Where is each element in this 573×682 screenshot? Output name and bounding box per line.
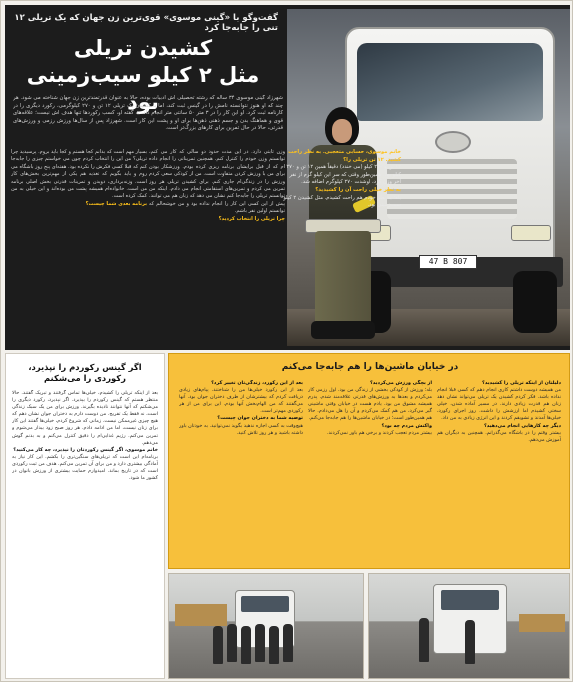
sidebar-heading: اگر گینس رکوردم را نپذیرد، رکوردی را می‌شکنم (28, 362, 142, 383)
hero-column-right (149, 149, 285, 345)
highlight-question-2: دیگر چه کارهایی انجام می‌دهید؟ (483, 422, 561, 429)
highlight-question-1: دلیلتان از اینکه تریلی را کشیدید؟ (482, 380, 561, 386)
highlight-question-3: از بچگی ورزش می‌کردید؟ (369, 380, 432, 386)
photo-person-5 (269, 626, 279, 664)
highlight-heading: در خیابان ماشین‌ها را هم جابه‌جا می‌کنم (281, 362, 459, 372)
lede-paragraph: شهرزاد گینی موسوی ۳۴ ساله که رشته تحصیلی اش ادبیات بوده، حالا به عنوان قدرتمندترین زن جهان شناخته می شود. هر چند که او هنوز نتوانسته نامش را در گینس ثبت کند، اما با کشیدن یک تریلی ۱۲ تن و ۲۷۰ کیلوگرمی، رکورد دیگری را در کارنامه ثبت کرد. او این کار را در ۳ متر ۵۰ سانتی متر انجام داد. به گفته او، کسب رکوردها تنها هدف اش نیست؛ علاقه‌های قوی و هماهنگ بدن و جسم ذهنی ذهن‌ها برای او و پشت این کار است. شهرزاد پس از سال‌ها ورزش رزمی و ورزش‌های قدرتی، حالا در حال تمرین برای کارهای بزرگ‌تر است. (13, 95, 283, 132)
truck-logo (435, 131, 471, 153)
athlete-face (332, 119, 352, 143)
photo-truck-windshield (441, 590, 499, 610)
photo-group-with-truck (168, 573, 364, 679)
highlight-answer-4: بیشتر مردم تعجب کردند و برخی هم باور نمی‌کردند. (326, 429, 432, 436)
hero-column-left (11, 149, 147, 345)
photo-person-6 (283, 624, 293, 662)
highlight-question-4: واکنش مردم چه بود؟ (381, 422, 432, 429)
caption-answer-1: ۱۲ تن و ۲۷۰ کیلو (می خندد) دقیقاً همین ۱۲ تن و ۲۷۰ کیلو بود. همین‌طور وقتی که سر این کیلو گرم از نفر آخر وزن کرد، اوشدت ۲۷۰ کیلوگرم اضافه شد. (286, 164, 401, 186)
photo-truck-windshield (241, 596, 289, 612)
photo-person-4 (255, 624, 265, 662)
caption-answer-2: بله؛ به نظر خودم هم راحت کشیدم. مثل کشیدن ۲ کیلو سیب‌زمینی بود. (283, 194, 401, 209)
highlight-answer-2: بیشتر وقتم را در باشگاه می‌گذرانم. همچنین به دیگران هم آموزش می‌دهم. (437, 429, 561, 443)
sidebar-paragraph-1: بعد از اینکه تریلی را کشیدم، خیلی‌ها تماس گرفتند و تبریک گفتند. حالا منتظر هستم که گینس رکوردم را بپذیرد. اگر نپذیرد، رکورد دیگری را می‌شکنم که آنها نتوانند نادیده بگیرند. ورزش برای من یک سبک زندگی است، نه فقط یک تفریح. من دوست دارم به دختران جوان نشان دهم که هیچ چیزی غیرممکن نیست. زمانی که شروع کردم، خیلی‌ها گفتند این کار برای زنان نیست، اما من ادامه دادم. هر روز صبح زود بیدار می‌شوم و تمرین می‌کنم. رژیم غذایی‌ام را دقیق کنترل می‌کنم و به بدنم گوش می‌دهم. (12, 390, 158, 446)
hero-question-1: چرا تریلی را انتخاب کردید؟ (218, 215, 285, 222)
athlete-legs (315, 231, 371, 327)
highlight-column-1 (437, 380, 561, 564)
sidebar-body (12, 390, 158, 680)
highlight-column-2 (308, 380, 432, 564)
photo-caption-qa (283, 149, 401, 210)
photo-person-1 (419, 618, 429, 662)
headline-line-2: مثل ۲ کیلو سیب‌زمینی بود (26, 63, 260, 114)
hero-question-2: برنامه بعدی شما چیست؟ (85, 200, 147, 207)
headline-line-1: کشیدن تریلی (73, 36, 213, 60)
photo-person-2 (227, 624, 237, 662)
highlight-answer-3: بله؛ ورزش از کودکی بخشی از زندگی من بود. اول رزمی کار می‌کردم و بعدها به ورزش‌های قدرتی علاقه‌مند شدم. پدرم همیشه مشوق من بود. یادم هست در خیابان وقتی ماشینی گیر می‌کرد، من هم کمک می‌کردم و آن را هل می‌دادم. حالا هم همین‌طور است؛ در خیابان ماشین‌ها را هم جابه‌جا می‌کنم. (308, 387, 432, 422)
hero-section (5, 5, 570, 350)
sidebar-column (5, 353, 165, 679)
caption-question-2: به نظر خیلی راحت آن را کشیدید؟ (315, 186, 401, 193)
caption-question-1: خانم موسوی، حسابی متعجبی. به نظر راحت کشید. ۱۲ تن تریلی را؟ (288, 149, 401, 163)
highlight-question-6: توصیه شما به دختران جوان چیست؟ (217, 415, 303, 422)
highlight-answer-6: هیچ‌وقت به کسی اجازه ندهید بگوید نمی‌توانید. به خودتان باور داشته باشید و هر روز تلاش کنید. (179, 422, 303, 436)
highlight-answer-1: من همیشه دوست داشتم کاری انجام دهم که کسی قبلا انجام نداده باشد. فکر کردم کشیدن یک تریلی می‌تواند نشان دهد زنان هم قدرت زیادی دارند. در مسیر آماده شدن، خیلی سختی کشیدم اما ارزشش را داشت. روز اجرای رکورد، خیلی‌ها آمدند و تشویقم کردند و این انرژی زیادی به من داد. (437, 387, 561, 422)
sidebar-paragraph-2: برنامه‌ام این است که تریلی‌های سنگین‌تری را بکشم. این کار نیاز به آمادگی بیشتری دارد و من برای آن تمرین می‌کنم. هدف من ثبت رکوردی است که در تاریخ بماند. امیدوارم حمایت بیشتری از ورزش بانوان در کشور ما شود. (12, 453, 158, 482)
photo-building (175, 604, 227, 626)
photo-person-1 (213, 626, 223, 664)
hero-column-right-text: وزن ثابتی دارد. در این مدت حدود دو سالی که کار می کنم، توانستم وزن خودم را کنترل کنم. همچنین تمریناتی را انجام داده ام که از قبل برایشان برنامه ریزی کرده بودم. ورزشکار بودن برای من با ورزش کردن متفاوت است. من از کودکی سعی کردم ورزش را در زندگی‌ام جاری کنم. برای کشیدن تریلی هر روز تمرین می کردم و تمرین‌های استقامتی انجام می دادم. اینکه من توانستم تریلی را جابه‌جا کنم نشان می دهد که زنان هم می توانند. پیش از این کسی این کار را انجام نداده بود و من خوشحالم که توانستم اولین نفر باشم. (149, 149, 285, 215)
photo-person-2 (465, 620, 475, 664)
truck-tyre-right (513, 271, 557, 333)
highlight-question-5: بعد از این رکورد، زندگی‌تان تغییر کرد؟ (211, 380, 303, 386)
sidebar-question: خانم موسوی، اگر گینس رکوردتان را نپذیرد، چه کار می‌کنید؟ (13, 446, 158, 453)
athlete-figure (295, 107, 391, 339)
highlight-answer-5: بعد از این رکورد خیلی‌ها من را شناختند. پیام‌های زیادی دریافت کردم که بیشترشان از طرف دختران جوان بود. آنها می‌گفتند که من الهام‌بخش آنها بودم. این برای من از هر رکوردی مهم‌تر است. (179, 387, 303, 415)
truck-grille (387, 159, 517, 219)
photo-athlete-and-trainer (368, 573, 570, 679)
highlight-column-3 (179, 380, 303, 564)
photo-building (519, 614, 565, 632)
photo-person-3 (241, 626, 251, 664)
supertitle: گفت‌وگو با «گینی موسوی» قوی‌ترین زن جهان که یک تریلی ۱۲ تنی را جابه‌جا کرد (14, 13, 278, 33)
license-plate: 47 B 807 (419, 255, 477, 269)
highlight-box (168, 353, 570, 569)
hero-column-left-text: بسیار مهم است که بدانم کجا هستم و کجا باید بروم. پرسیدید چرا تریلی؟ من این را انتخاب کردم چون می خواستم چیزی را جابه‌جا کنم که قبلا کسی فکرش را نکرده بود. هفته‌ای پنج روز باشگاه می روم و باید بگویم که تغذیه هم یکی از مهم‌ترین بخش‌های کار است. وزنه‌برداری، دویدن و تمرینات قدرتی بخش اصلی برنامه من است. خانواده‌ام همیشه پشت من بوده‌اند و این خیلی به من کمک کرده است. (11, 149, 147, 200)
athlete-boots (311, 321, 375, 339)
truck-headlamp-right (511, 225, 551, 241)
